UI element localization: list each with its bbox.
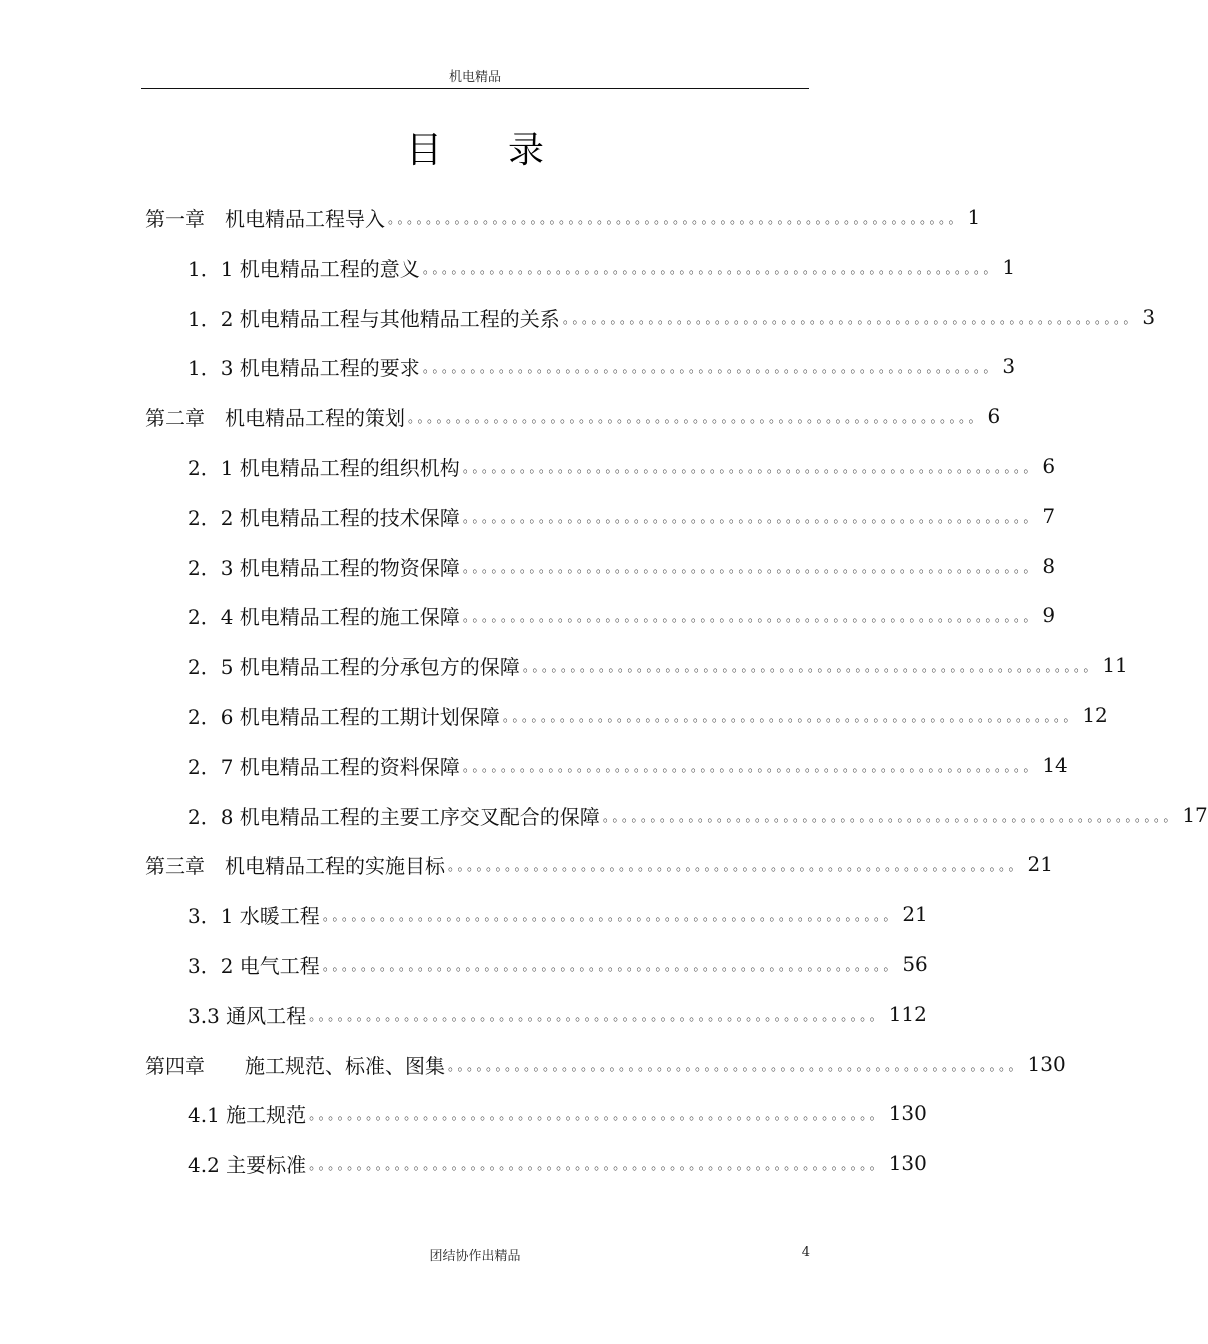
toc-entry-label: 4.2 主要标准 (188, 1152, 307, 1177)
toc-section-entry[interactable] (188, 800, 1208, 830)
toc-chapter-entry[interactable] (145, 1049, 1066, 1079)
toc-entry-label: 1．1 机电精品工程的意义 (188, 256, 420, 281)
toc-entry-page: 56 (902, 952, 928, 976)
toc-dot-leader: 。。。。。。。。。。。。。。。。。。。。。。。。。。。。。。。。。。。。。。。。。。。。。。。。。。。。。。。。。。。。 (309, 1107, 886, 1123)
toc-entry-page: 130 (888, 1101, 927, 1125)
toc-entry-page: 12 (1082, 703, 1108, 727)
toc-entry-label: 第四章 施工规范、标准、图集 (145, 1053, 445, 1078)
toc-entry-label: 2．3 机电精品工程的物资保障 (188, 555, 460, 580)
toc-entry-label: 2．7 机电精品工程的资料保障 (188, 754, 460, 779)
toc-entry-page: 6 (987, 404, 1001, 428)
toc-dot-leader: 。。。。。。。。。。。。。。。。。。。。。。。。。。。。。。。。。。。。。。。。。。。。。。。。。。。。。。。。。。。。 (422, 360, 1000, 376)
toc-dot-leader: 。。。。。。。。。。。。。。。。。。。。。。。。。。。。。。。。。。。。。。。。。。。。。。。。。。。。。。。。。。。。 (502, 709, 1080, 725)
toc-section-entry[interactable] (188, 999, 927, 1029)
toc-chapter-entry[interactable] (145, 202, 981, 232)
toc-entry-label: 1．2 机电精品工程与其他精品工程的关系 (188, 306, 560, 331)
toc-entry-page: 6 (1042, 454, 1056, 478)
page-number: 4 (801, 1245, 810, 1260)
toc-dot-leader: 。。。。。。。。。。。。。。。。。。。。。。。。。。。。。。。。。。。。。。。。。。。。。。。。。。。。。。。。。。。。 (309, 1157, 886, 1173)
toc-chapter-entry[interactable] (145, 849, 1053, 879)
toc-section-entry[interactable] (188, 252, 1016, 282)
toc-dot-leader: 。。。。。。。。。。。。。。。。。。。。。。。。。。。。。。。。。。。。。。。。。。。。。。。。。。。。。。。。。。。。 (462, 609, 1040, 625)
toc-entry-label: 2．4 机电精品工程的施工保障 (188, 604, 460, 629)
toc-entry-page: 3 (1002, 354, 1016, 378)
toc-section-entry[interactable] (188, 750, 1068, 780)
toc-dot-leader: 。。。。。。。。。。。。。。。。。。。。。。。。。。。。。。。。。。。。。。。。。。。。。。。。。。。。。。。。。。。。 (322, 908, 900, 924)
header-divider (141, 88, 809, 89)
toc-entry-page: 1 (967, 205, 981, 229)
toc-entry-label: 2．8 机电精品工程的主要工序交叉配合的保障 (188, 804, 600, 829)
toc-dot-leader: 。。。。。。。。。。。。。。。。。。。。。。。。。。。。。。。。。。。。。。。。。。。。。。。。。。。。。。。。。。。。 (522, 659, 1100, 675)
toc-dot-leader: 。。。。。。。。。。。。。。。。。。。。。。。。。。。。。。。。。。。。。。。。。。。。。。。。。。。。。。。。。。。。 (408, 410, 985, 426)
toc-entry-label: 3.3 通风工程 (188, 1003, 307, 1028)
toc-entry-page: 11 (1102, 653, 1128, 677)
toc-entry-page: 14 (1042, 753, 1068, 777)
toc-entry-page: 112 (888, 1002, 927, 1026)
toc-dot-leader: 。。。。。。。。。。。。。。。。。。。。。。。。。。。。。。。。。。。。。。。。。。。。。。。。。。。。。。。。。。。。 (388, 211, 965, 227)
toc-section-entry[interactable] (188, 949, 928, 979)
toc-dot-leader: 。。。。。。。。。。。。。。。。。。。。。。。。。。。。。。。。。。。。。。。。。。。。。。。。。。。。。。。。。。。。 (602, 809, 1180, 825)
toc-entry-label: 3．1 水暖工程 (188, 903, 320, 928)
toc-entry-page: 8 (1042, 554, 1056, 578)
footer-text: 团结协作出精品 (429, 1249, 521, 1264)
toc-entry-label: 2．5 机电精品工程的分承包方的保障 (188, 654, 520, 679)
toc-dot-leader: 。。。。。。。。。。。。。。。。。。。。。。。。。。。。。。。。。。。。。。。。。。。。。。。。。。。。。。。。。。。。 (448, 1058, 1025, 1074)
toc-entry-label: 4.1 施工规范 (188, 1102, 307, 1127)
toc-entry-page: 1 (1002, 255, 1016, 279)
toc-entry-page: 130 (1027, 1052, 1066, 1076)
toc-section-entry[interactable] (188, 551, 1056, 581)
toc-section-entry[interactable] (188, 700, 1108, 730)
toc-entry-label: 2．6 机电精品工程的工期计划保障 (188, 704, 500, 729)
toc-section-entry[interactable] (188, 600, 1056, 630)
toc-entry-page: 3 (1142, 305, 1156, 329)
toc-section-entry[interactable] (188, 650, 1128, 680)
toc-dot-leader: 。。。。。。。。。。。。。。。。。。。。。。。。。。。。。。。。。。。。。。。。。。。。。。。。。。。。。。。。。。。。 (309, 1008, 886, 1024)
toc-dot-leader: 。。。。。。。。。。。。。。。。。。。。。。。。。。。。。。。。。。。。。。。。。。。。。。。。。。。。。。。。。。。。 (322, 958, 900, 974)
toc-dot-leader: 。。。。。。。。。。。。。。。。。。。。。。。。。。。。。。。。。。。。。。。。。。。。。。。。。。。。。。。。。。。。 (462, 510, 1040, 526)
toc-dot-leader: 。。。。。。。。。。。。。。。。。。。。。。。。。。。。。。。。。。。。。。。。。。。。。。。。。。。。。。。。。。。。 (422, 261, 1000, 277)
toc-chapter-entry[interactable] (145, 401, 1001, 431)
toc-dot-leader: 。。。。。。。。。。。。。。。。。。。。。。。。。。。。。。。。。。。。。。。。。。。。。。。。。。。。。。。。。。。。 (462, 759, 1040, 775)
toc-entry-label: 1．3 机电精品工程的要求 (188, 355, 420, 380)
toc-section-entry[interactable] (188, 451, 1056, 481)
toc-dot-leader: 。。。。。。。。。。。。。。。。。。。。。。。。。。。。。。。。。。。。。。。。。。。。。。。。。。。。。。。。。。。。 (562, 311, 1140, 327)
toc-section-entry[interactable] (188, 501, 1056, 531)
toc-heading: 目录 (405, 130, 610, 171)
toc-entry-page: 21 (902, 902, 928, 926)
toc-entry-label: 第二章 机电精品工程的策划 (145, 405, 405, 430)
toc-entry-label: 第一章 机电精品工程导入 (145, 206, 385, 231)
toc-dot-leader: 。。。。。。。。。。。。。。。。。。。。。。。。。。。。。。。。。。。。。。。。。。。。。。。。。。。。。。。。。。。。 (448, 858, 1025, 874)
header-title: 机电精品 (448, 70, 501, 85)
toc-section-entry[interactable] (188, 899, 928, 929)
toc-entry-label: 3．2 电气工程 (188, 953, 320, 978)
toc-section-entry[interactable] (188, 302, 1156, 332)
toc-entry-page: 17 (1182, 803, 1208, 827)
toc-entry-label: 2．1 机电精品工程的组织机构 (188, 455, 460, 480)
toc-entry-page: 130 (888, 1151, 927, 1175)
toc-entry-page: 21 (1027, 852, 1053, 876)
toc-entry-label: 第三章 机电精品工程的实施目标 (145, 853, 445, 878)
toc-section-entry[interactable] (188, 351, 1016, 381)
toc-section-entry[interactable] (188, 1148, 927, 1178)
toc-section-entry[interactable] (188, 1098, 927, 1128)
toc-dot-leader: 。。。。。。。。。。。。。。。。。。。。。。。。。。。。。。。。。。。。。。。。。。。。。。。。。。。。。。。。。。。。 (462, 560, 1040, 576)
toc-dot-leader: 。。。。。。。。。。。。。。。。。。。。。。。。。。。。。。。。。。。。。。。。。。。。。。。。。。。。。。。。。。。。 (462, 460, 1040, 476)
toc-entry-page: 9 (1042, 603, 1056, 627)
toc-entry-page: 7 (1042, 504, 1056, 528)
toc-entry-label: 2．2 机电精品工程的技术保障 (188, 505, 460, 530)
